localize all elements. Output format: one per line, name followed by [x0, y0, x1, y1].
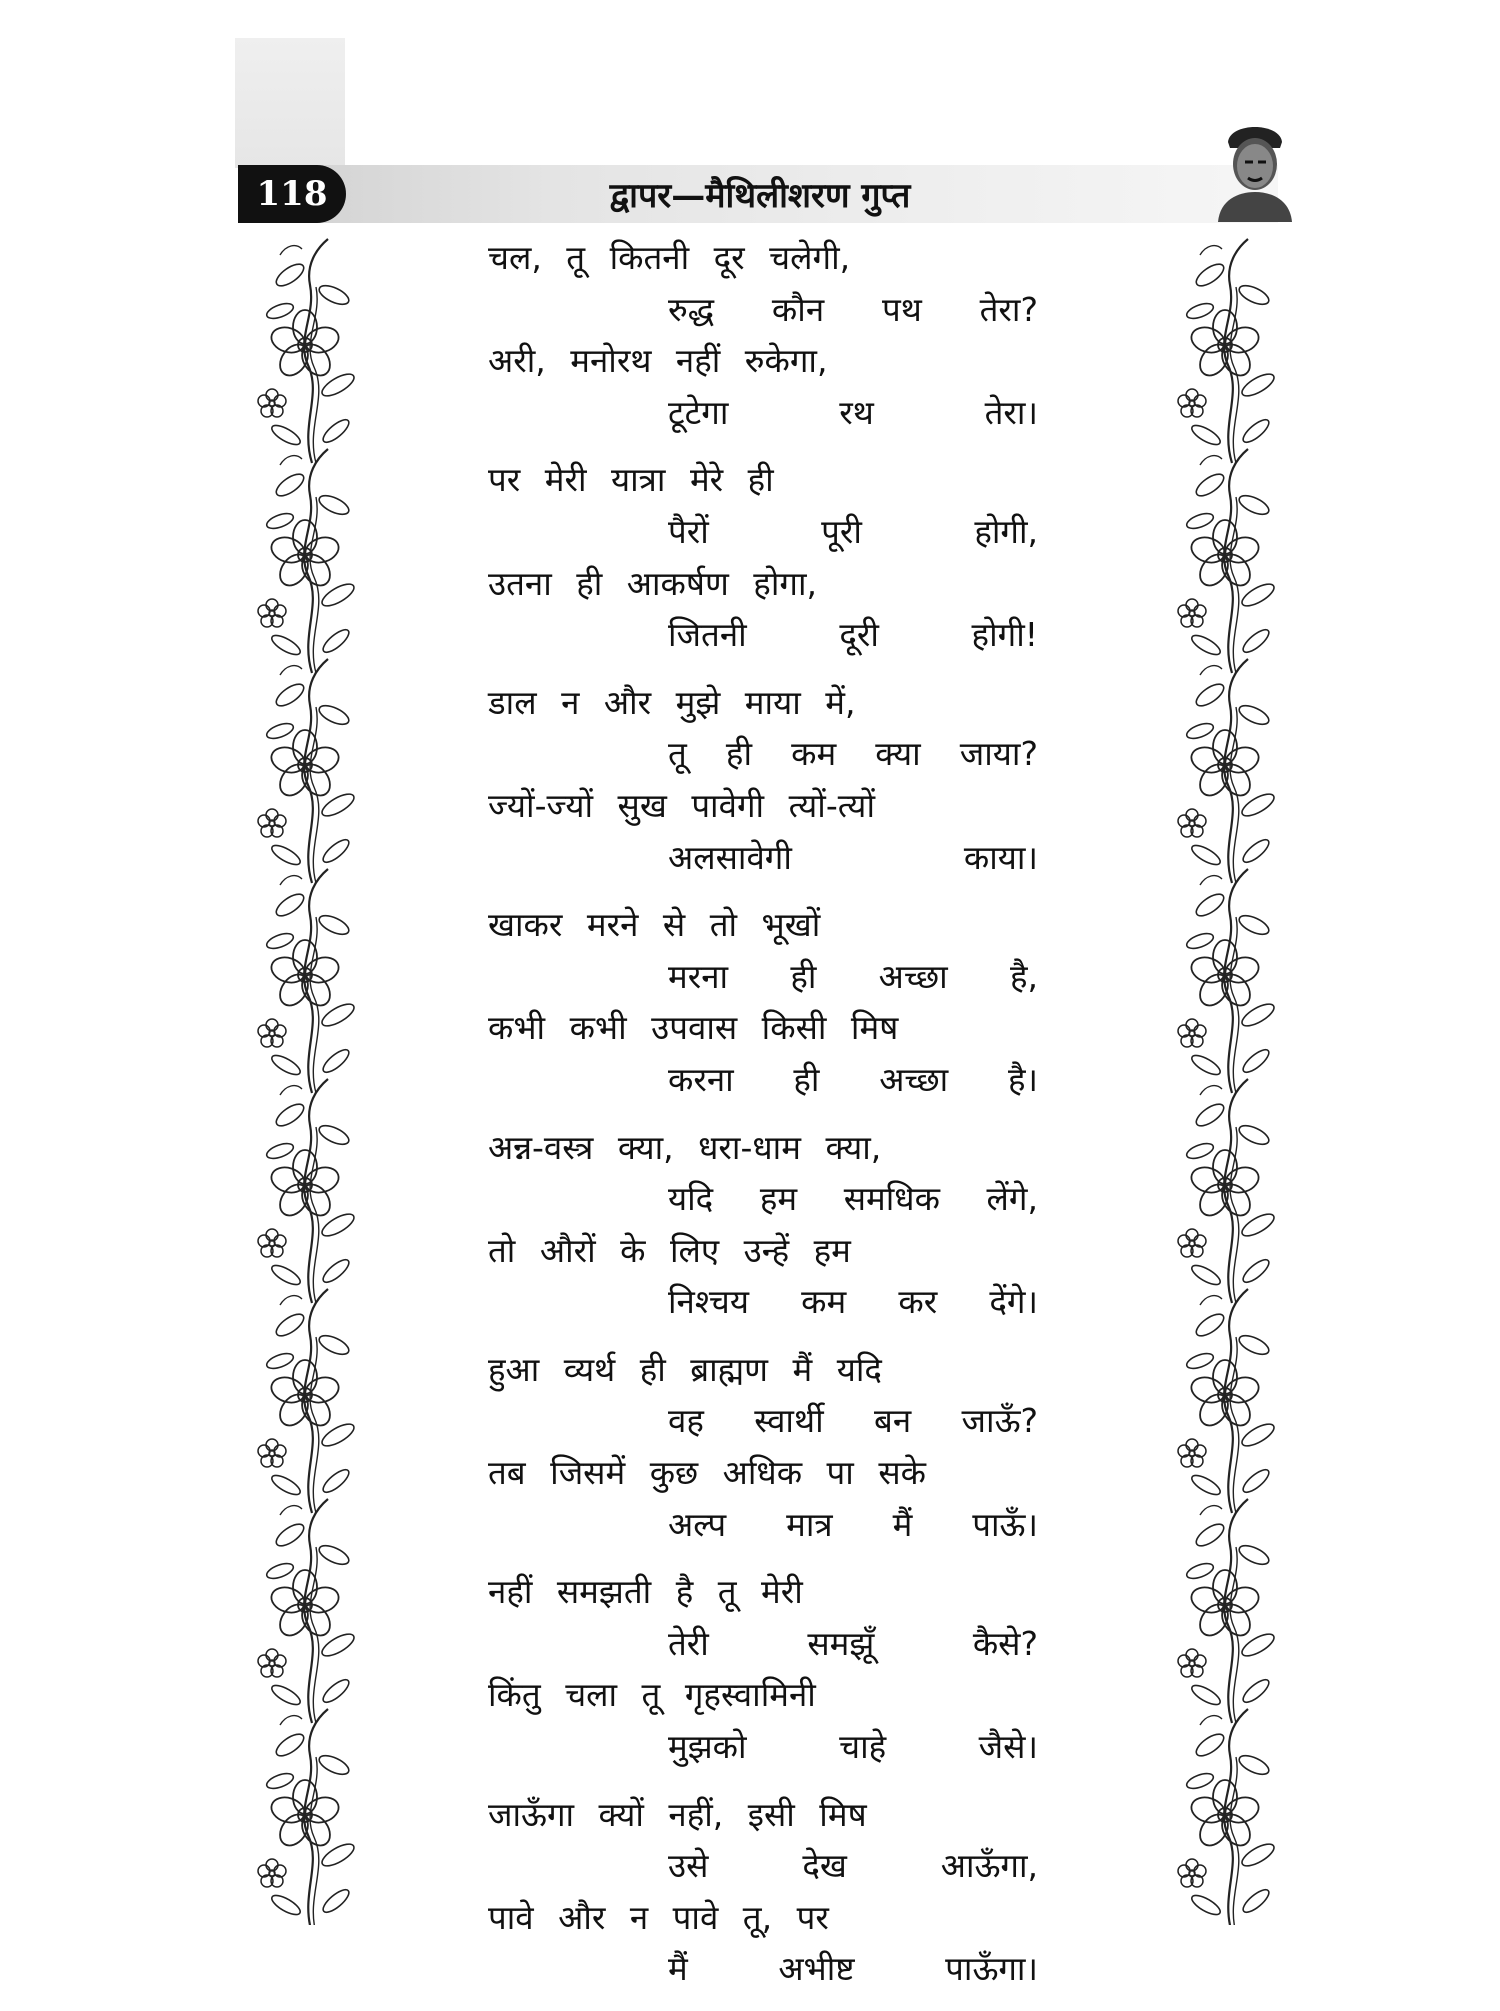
poem-line: डाल न और मुझे माया में, — [488, 682, 856, 722]
stanza — [488, 1344, 1038, 1550]
poem-line: टूटेगा रथ तेरा। — [668, 392, 1038, 432]
poem-line: वह स्वार्थी बन जाऊँ? — [668, 1401, 1038, 1441]
poem-line: अरी, मनोरथ नहीं रुकेगा, — [488, 341, 828, 381]
poem-line: हुआ व्यर्थ ही ब्राह्मण मैं यदि — [488, 1349, 882, 1389]
poem-line: निश्चय कम कर देंगे। — [668, 1282, 1038, 1322]
floral-vine-icon — [1170, 445, 1280, 675]
floral-vine-icon — [1170, 1075, 1280, 1305]
stanza — [488, 454, 1038, 660]
floral-vine-icon — [250, 1285, 360, 1515]
poem-line: ज्यों-ज्यों सुख पावेगी त्यों-त्यों — [488, 785, 875, 825]
floral-vine-icon — [1170, 1705, 1280, 1925]
stanza — [488, 232, 1038, 438]
poem-line: रुद्ध कौन पथ तेरा? — [668, 289, 1038, 329]
floral-vine-icon — [250, 1705, 360, 1925]
poem-line: पावे और न पावे तू, पर — [488, 1897, 829, 1937]
floral-vine-icon — [250, 655, 360, 885]
poem-line: तेरी समझूँ कैसे? — [668, 1623, 1038, 1663]
floral-vine-icon — [250, 1075, 360, 1305]
left-floral-border — [250, 235, 360, 1975]
poem-line: जितनी दूरी होगी! — [668, 615, 1038, 655]
poem-line: करना ही अच्छा है। — [668, 1059, 1038, 1099]
poem-line: अलसावेगी काया। — [668, 837, 1038, 877]
poem-line: तू ही कम क्या जाया? — [668, 734, 1038, 774]
poem-line: पैरों पूरी होगी, — [668, 511, 1038, 551]
floral-vine-icon — [250, 445, 360, 675]
floral-vine-icon — [1170, 655, 1280, 885]
poem-line: खाकर मरने से तो भूखों — [488, 905, 821, 945]
floral-vine-icon — [1170, 1495, 1280, 1725]
floral-vine-icon — [1170, 235, 1280, 465]
poem-line: अन्न-वस्त्र क्या, धरा-धाम क्या, — [488, 1127, 882, 1167]
poem-line: उतना ही आकर्षण होगा, — [488, 563, 817, 603]
floral-vine-icon — [1170, 1285, 1280, 1515]
page-number: 118 — [238, 165, 346, 223]
poem-line: तब जिसमें कुछ अधिक पा सके — [488, 1453, 926, 1493]
poem-line: जाऊँगा क्यों नहीं, इसी मिष — [488, 1794, 867, 1834]
poem-line: अल्प मात्र मैं पाऊँ। — [668, 1504, 1038, 1544]
floral-vine-icon — [1170, 865, 1280, 1095]
poem-line: उसे देख आऊँगा, — [668, 1846, 1038, 1886]
poem-line: चल, तू कितनी दूर चलेगी, — [488, 238, 851, 277]
poem-line: तो औरों के लिए उन्हें हम — [488, 1230, 851, 1270]
poem-line: पर मेरी यात्रा मेरे ही — [488, 460, 774, 500]
header-shade — [235, 38, 345, 168]
stanza — [488, 1789, 1038, 1995]
stanza — [488, 677, 1038, 883]
poem-line: नहीं समझती है तू मेरी — [488, 1572, 803, 1612]
poem-line: मैं अभीष्ट पाऊँगा। — [668, 1949, 1038, 1989]
poem-line: किंतु चला तू गृहस्वामिनी — [488, 1675, 816, 1715]
floral-vine-icon — [250, 235, 360, 465]
stanza — [488, 899, 1038, 1105]
poem-body — [488, 232, 1038, 2011]
poem-line: यदि हम समधिक लेंगे, — [668, 1179, 1038, 1219]
stanza — [488, 1122, 1038, 1328]
floral-vine-icon — [250, 865, 360, 1095]
poem-line: मरना ही अच्छा है, — [668, 956, 1038, 996]
floral-vine-icon — [250, 1495, 360, 1725]
right-floral-border — [1170, 235, 1280, 1975]
running-title: द्वापर—मैथिलीशरण गुप्त — [609, 176, 911, 216]
poet-portrait-icon — [1210, 112, 1300, 222]
stanza — [488, 1566, 1038, 1772]
poem-line: मुझको चाहे जैसे। — [668, 1727, 1038, 1767]
poem-line: कभी कभी उपवास किसी मिष — [488, 1008, 899, 1048]
